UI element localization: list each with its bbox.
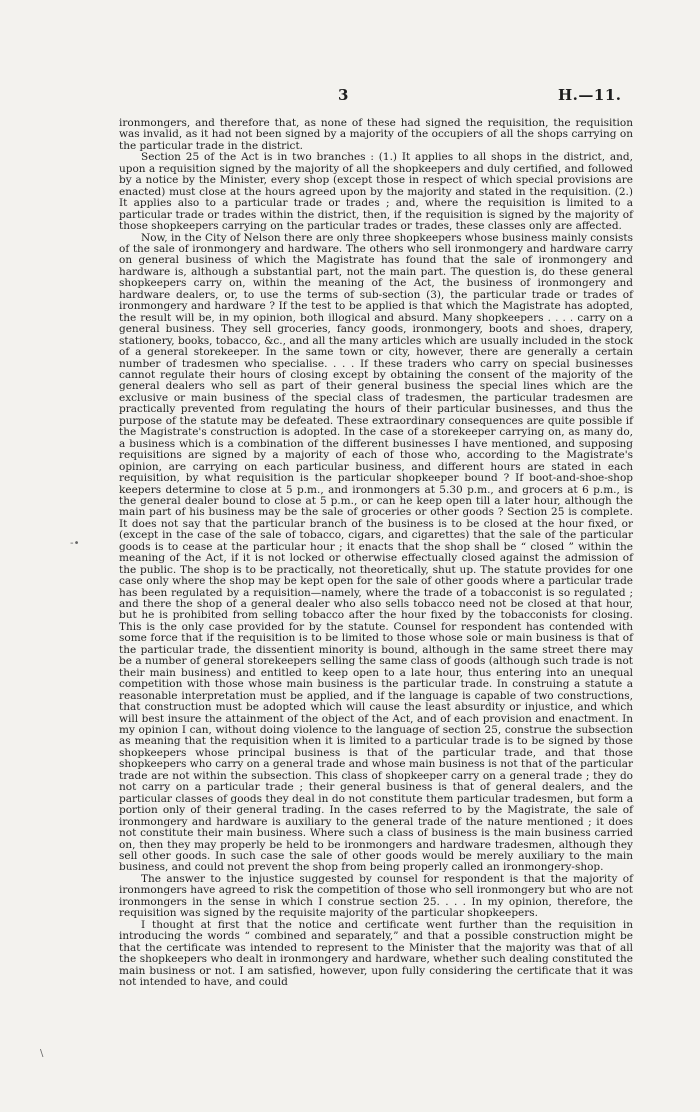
margin-mark: -• xyxy=(70,538,80,549)
margin-mark: \ xyxy=(40,1048,44,1059)
paragraph-notice-and-certificate: I thought at first that the notice and certificate went further than the requisition in introducing the words “ combined and separately,” and that a possible construction might be that the certificate was intended to represent to the Minister that the majority was that of all the shopkeepers who dealt in ironmongery and hardware, whether such dealing constituted the main business or not. I am satisfied, however, upon fully considering the certificate that it was not intended to have, and could xyxy=(119,918,633,988)
paragraph-city-of-nelson: Now, in the City of Nelson there are only three shopkeepers whose business mainly consists of the sale of ironmongery and hardware. The others who sell ironmongery and hardware carry on general business of which the Magistrate has found that the sale of ironmongery and hardware is, although a substantial part, not the main part. The question is, do these general shopkeepers carry on, within the meaning of the Act, the business of ironmongery and hardware dealers, or, to use the terms of sub-section (3), the particular trade or trades of ironmongery and hardware ? If the test to be applied is that which the Magistrate has adopted, the result will be, in my opinion, both illogical and absurd. Many shopkeepers . . . . carry on a general business. They sell groceries, fancy goods, ironmongery, boots and shoes, drapery, stationery, books, tobacco, &c., and all the many articles which are usually included in the stock of a general storekeeper. In the same town or city, however, there are generally a certain number of tradesmen who specialise. . . . If these traders who carry on special businesses cannot regulate their hours of closing except by obtaining the consent of the majority of the general dealers who sell as part of their general business the special lines which are the exclusive or main business of the special class of tradesmen, the particular tradesmen are practically prevented from regulating the hours of their particular businesses, and thus the purpose of the statute may be defeated. These extraordinary consequences are quite possible if the Magistrate's construction is adopted. In the case of a storekeeper carrying on, as many do, a business which is a combination of the different businesses I have mentioned, and supposing requisitions are signed by a majority of each of those who, according to the Magistrate's opinion, are carrying on each particular business, and different hours are stated in each requisition, by what requisition is the particular shopkeeper bound ? If boot-and-shoe-shop keepers determine to close at 5 p.m., and ironmongers at 5.30 p.m., and grocers at 6 p.m., is the general dealer bound to close at 5 p.m., or can he keep open till a later hour, although the main part of his business may be the sale of groceries or other goods ? Section 25 is complete. It does not say that the particular branch of the business is to be closed at the hour fixed, or (except in the case of the sale of tobacco, cigars, and cigarettes) that the sale of the particular goods is to cease at the particular hour ; it enacts that the shop shall be “ closed ” within the meaning of the Act, if it is not locked or otherwise effectually closed against the admission of the public. The shop is to be practically, not theoretically, shut up. The statute provides for one case only where the shop may be kept open for the sale of other goods where a particular trade has been regulated by a requisition—namely, where the trade of a tobacconist is so regulated ; and there the shop of a general dealer who also sells tobacco need not be closed at that hour, but he is prohibited from selling tobacco after the hour fixed by the tobacconists for closing. This is the only case provided for by the statute. Counsel for respondent has contended with some force that if the requisition is to be limited to those whose sole or main business is that of the particular trade, the dissentient minority is bound, although in the same street there may be a number of general storekeepers selling the same class of goods (although such trade is not their main business) and entitled to keep open to a late hour, thus entering into an unequal competition with those whose main business is the particular trade. In construing a statute a reasonable interpretation must be applied, and if the language is capable of two constructions, that construction must be adopted which will cause the least absurdity or injustice, and which will best insure the attainment of the object of the Act, and of each provision and enactment. In my opinion I can, without doing violence to the language of section 25, construe the subsection as meaning that the requisition when it is limited to a particular trade is to be signed by those shopkeepers whose principal business is that of the particular trade, and that those shopkeepers who carry on a general trade and whose main business is not that of the particular trade are not within the subsection. This class of shopkeeper carry on a general trade ; they do not carry on a particular trade ; their general business is that of general dealers, and the particular classes of goods they deal in do not constitute them particular tradesmen, but form a portion only of their general trading. In the cases referred to by the Magistrate, the sale of ironmongery and hardware is auxiliary to the general trade of the nature mentioned ; it does not constitute their main business. Where such a class of business is the main business carried on, then they may properly be held to be ironmongers and hardware tradesmen, although they sell other goods. In such case the sale of other goods would be merely auxiliary to the main business, and could not prevent the shop from being properly called an ironmongery-shop. xyxy=(119,231,633,874)
paragraph-continuation: ironmongers, and therefore that, as none of these had signed the requisition, the requisition was invalid, as it had not been signed by a majority of the occupiers of all the shops carrying on the particular trade in the district. xyxy=(119,117,633,152)
page-number: 3 xyxy=(338,86,349,104)
body-text xyxy=(119,118,633,988)
paragraph-answer-to-injustice: The answer to the injustice suggested by counsel for respondent is that the majority of ironmongers have agreed to risk the competition of those who sell ironmongery but who are not ironmongers in the sense in which I construe section 25. . . . In my opinion, therefore, the requisition was signed by the requisite majority of the particular shopkeepers. xyxy=(119,872,633,920)
document-reference: H.—11. xyxy=(558,86,622,104)
page-header xyxy=(0,86,700,106)
paragraph-section-25: Section 25 of the Act is in two branches : (1.) It applies to all shops in the district, and, upon a requisition signed by the majority of all the shopkeepers and duly certified, and followed by a notice by the Minister, every shop (except those in respect of which special provisions are enacted) must close at the hours agreed upon by the majority and stated in the requisition. (2.) It applies also to a particular trade or trades ; and, where the requisition is limited to a particular trade or trades within the district, then, if the requisition is signed by the majority of those shopkeepers carrying on the particular trades or trades, these classes only are affected. xyxy=(119,151,633,233)
